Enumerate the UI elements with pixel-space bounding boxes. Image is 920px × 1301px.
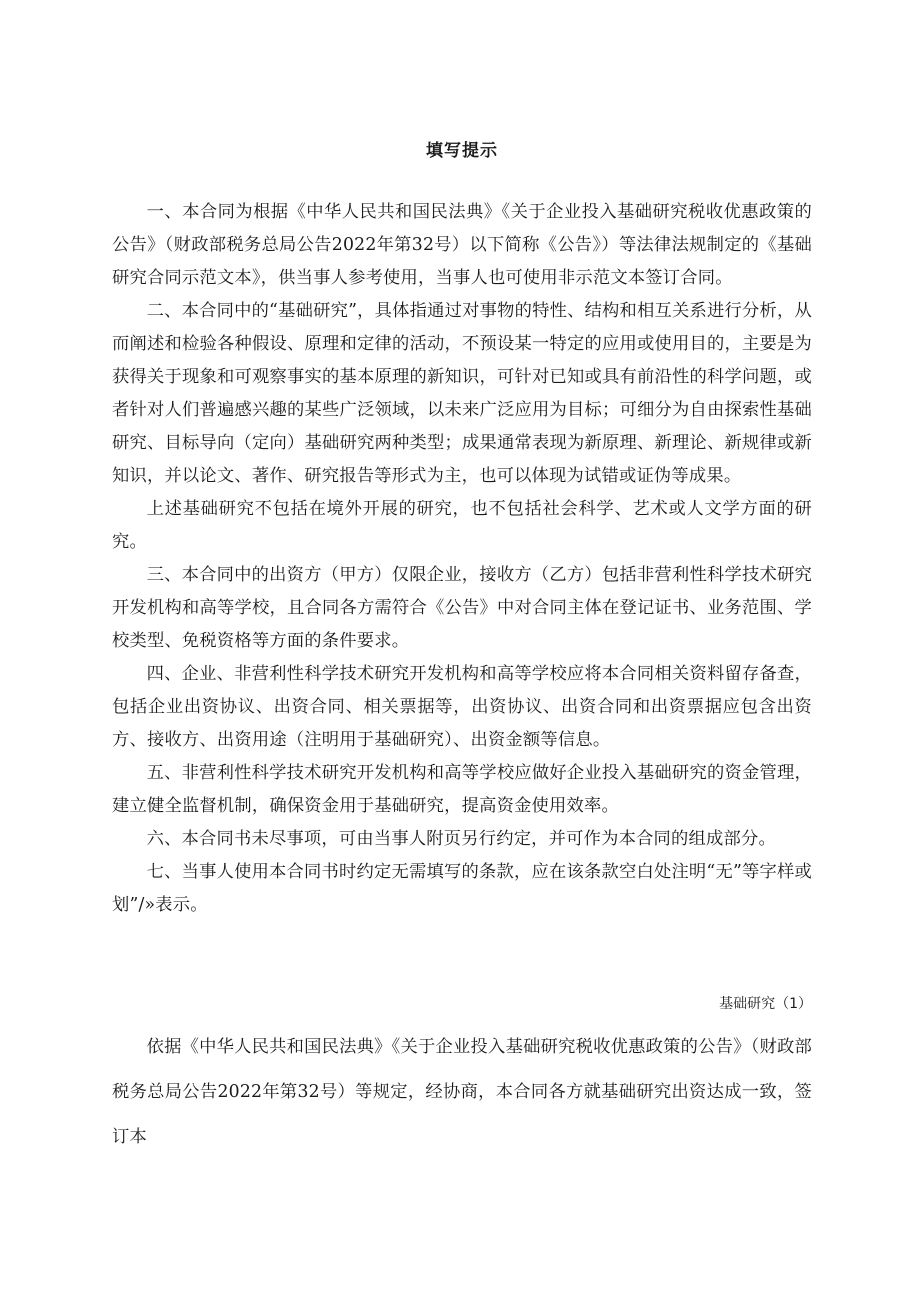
paragraph-3: 上述基础研究不包括在境外开展的研究，也不包括社会科学、艺术或人文学方面的研究。 [112, 499, 812, 552]
paragraph-5: 四、企业、非营利性科学技术研究开发机构和高等学校应将本合同相关资料留存备查，包括企业出资协议、出资合同、相关票据等，出资协议、出资合同和出资票据应包含出资方、接收方、出资用途（注明用于基础研究）、出资金额等信息。 [112, 664, 812, 750]
instructions-body [112, 196, 812, 922]
contract-preamble: 依据《中华人民共和国民法典》《关于企业投入基础研究税收优惠政策的公告》（财政部税务总局公告2022年第32号）等规定，经协商，本合同各方就基础研究出资达成一致，签订本 [112, 1037, 812, 1147]
paragraph-8: 七、当事人使用本合同书时约定无需填写的条款，应在该条款空白处注明“无”等字样或划”/»表示。 [112, 862, 812, 915]
paragraph-1: 一、本合同为根据《中华人民共和国民法典》《关于企业投入基础研究税收优惠政策的公告》（财政部税务总局公告2022年第32号）以下简称《公告》）等法律法规制定的《基础研究合同示范文本》，供当事人参考使用，当事人也可使用非示范文本签订合同。 [112, 202, 812, 288]
page-title: 填写提示 [426, 141, 498, 161]
paragraph-4: 三、本合同中的出资方（甲方）仅限企业，接收方（乙方）包括非营利性科学技术研究开发机构和高等学校，且合同各方需符合《公告》中对合同主体在登记证书、业务范围、学校类型、免税资格等方面的条件要求。 [112, 565, 812, 651]
paragraph-6: 五、非营利性科学技术研究开发机构和高等学校应做好企业投入基础研究的资金管理，建立健全监督机制，确保资金用于基础研究，提高资金使用效率。 [112, 763, 812, 816]
series-label: 基础研究（1） [719, 996, 812, 1012]
paragraph-2: 二、本合同中的“基础研究”，具体指通过对事物的特性、结构和相互关系进行分析，从而阐述和检验各种假设、原理和定律的活动，不预设某一特定的应用或使用目的，主要是为获得关于现象和可观察事实的基本原理的新知识，可针对已知或具有前沿性的科学问题，或者针对人们普遍感兴趣的某些广泛领域，以未来广泛应用为目标；可细分为自由探索性基础研究、目标导向（定向）基础研究两种类型；成果通常表现为新原理、新理论、新规律或新知识，并以论文、著作、研究报告等形式为主，也可以体现为试错或证伪等成果。 [112, 301, 812, 486]
paragraph-7: 六、本合同书未尽事项，可由当事人附页另行约定，并可作为本合同的组成部分。 [146, 829, 776, 849]
